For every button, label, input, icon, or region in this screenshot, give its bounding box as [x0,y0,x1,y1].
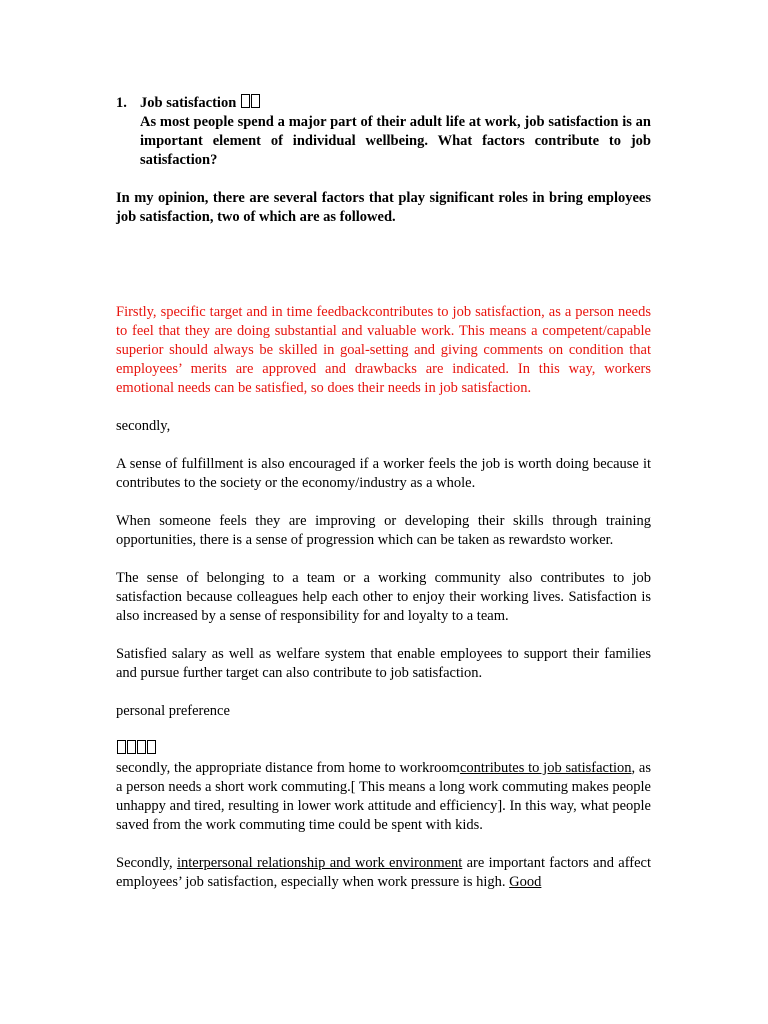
missing-glyph-icon [147,740,156,754]
personal-preference-label: personal preference [116,703,230,719]
underlined-phrase: interpersonal relationship and work environment [176,855,463,871]
intro-paragraph: In my opinion, there are several factors that play significant roles in bring employees job satisfaction, two of which are as followed. [116,190,651,225]
salary-paragraph: Satisfied salary as well as welfare system that enable employees to support their families and pursue further target can also contribute to job satisfaction. [116,646,651,681]
underlined-phrase: Good [509,874,542,890]
document-page [116,94,651,892]
question-block [116,94,651,170]
question-number: 1. [116,95,127,111]
missing-glyph-icon [251,94,260,108]
question-title: Job satisfaction [140,94,651,113]
question-text: As most people spend a major part of their adult life at work, job satisfaction is an important element of individual wellbeing. What factors contribute to job satisfaction? [140,114,651,168]
underlined-phrase: contributes to job satisfaction [459,760,632,776]
missing-glyph-icon [117,740,126,754]
missing-glyph-icon [137,740,146,754]
missing-glyph-heading [116,740,651,759]
progression-paragraph: When someone feels they are improving or developing their skills through training opportunities, there is a sense of progression which can be taken as rewardsto worker. [116,513,651,548]
interpersonal-paragraph: Secondly, interpersonal relationship and work environment are important factors and affect employees’ job satisfaction, especially when work pressure is high. Good [116,855,651,890]
firstly-paragraph: Firstly, specific target and in time feedbackcontributes to job satisfaction, as a person needs to feel that they are doing substantial and valuable work. This means a competent/capable superior should always be skilled in goal-setting and giving comments on condition that employees’ merits are approved and drawbacks are indicated. In this way, workers emotional needs can be satisfied, so does their needs in job satisfaction. [116,304,651,396]
distance-paragraph: secondly, the appropriate distance from home to workroomcontributes to job satisfaction, as a person needs a short work commuting.[ This means a long work commuting makes people unhappy and tired, resulting in lower work attitude and efficiency]. In this way, what people saved from the work commuting time could be spent with kids. [116,760,651,833]
belonging-paragraph: The sense of belonging to a team or a working community also contributes to job satisfaction because colleagues help each other to enjoy their working lives. Satisfaction is also increased by a sense of responsibility for and loyalty to a team. [116,570,651,624]
missing-glyph-icon [127,740,136,754]
fulfillment-paragraph: A sense of fulfillment is also encouraged if a worker feels the job is worth doing because it contributes to the society or the economy/industry as a whole. [116,456,651,491]
question-body [140,94,651,170]
secondly-label: secondly, [116,418,171,434]
missing-glyph-icon [241,94,250,108]
